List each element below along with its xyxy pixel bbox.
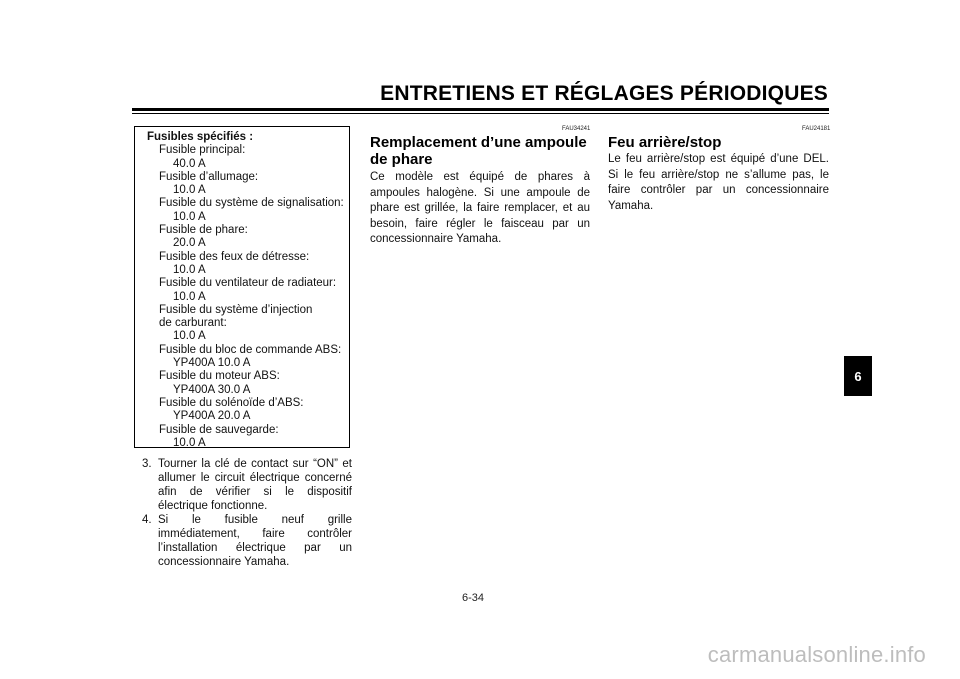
taillight-section-body: Le feu arrière/stop est équipé d’une DEL. Si le feu arrière/stop ne s’allume pas, le faire contrôler par un concessionnaire Yamaha. [608, 153, 829, 212]
headlight-title-line-2: de phare [370, 151, 433, 168]
step-number: 3. [142, 458, 152, 470]
page-header-title: ENTRETIENS ET RÉGLAGES PÉRIODIQUES [380, 82, 828, 105]
step-number: 4. [142, 514, 152, 526]
fuse-spec-heading: Fusibles spécifiés : [147, 131, 254, 143]
fuse-item [147, 277, 349, 304]
fuse-name: Fusible du système d’injection de carburant: [159, 303, 313, 330]
fuse-name: Fusible principal: [159, 144, 246, 157]
fuse-value: 40.0 A [173, 157, 206, 170]
fuse-item [147, 144, 349, 171]
fuse-name: Fusible du moteur ABS: [159, 370, 280, 383]
page-number: 6-34 [462, 592, 485, 604]
fuse-name: Fusible des feux de détresse: [159, 250, 310, 263]
fuse-name: Fusible d’allumage: [159, 170, 259, 183]
fuse-name: Fusible de sauvegarde: [159, 423, 279, 436]
fuse-value: 10.0 A [173, 184, 206, 197]
taillight-section-title: Feu arrière/stop [608, 134, 722, 151]
fuse-value: 10.0 A [173, 210, 206, 223]
section-code-headlight: FAU34241 [562, 126, 591, 132]
fuse-item [147, 344, 349, 371]
fuse-value: YP400A 10.0 A [173, 357, 251, 370]
chapter-tab: 6 [844, 356, 872, 396]
fuse-item [147, 251, 349, 278]
watermark: carmanualsonline.info [707, 642, 926, 667]
procedure-steps [142, 457, 352, 569]
fuse-name: Fusible du ventilateur de radiateur: [159, 277, 337, 290]
fuse-item [147, 370, 349, 397]
headlight-title-line-1: Remplacement d’une ampoule [370, 134, 587, 151]
fuse-item [147, 224, 349, 251]
step-item [142, 513, 352, 569]
headlight-section-body: Ce modèle est équipé de phares à ampoules halogène. Si une ampoule de phare est grillée, la faire remplacer, et au besoin, faire régler le faisceau par un concessionnaire Yamaha. [370, 171, 590, 245]
header-rule-thin [132, 113, 829, 114]
step-text: Tourner la clé de contact sur “ON” et allumer le circuit électrique concerné afin de vérifier si le dispositif électrique fonctionne. [158, 458, 352, 512]
step-text: Si le fusible neuf grille immédiatement, faire contrôler l’installation électrique par un concessionnaire Yamaha. [158, 514, 352, 568]
fuse-value: 10.0 A [173, 330, 206, 343]
fuse-name: Fusible du système de signalisation: [159, 197, 344, 210]
headlight-section-title [370, 134, 590, 168]
fuse-value: 10.0 A [173, 263, 206, 276]
fuse-spec-box [134, 126, 350, 448]
fuse-item [147, 424, 349, 451]
fuse-item [147, 197, 349, 224]
header-rule-thick [132, 108, 829, 111]
fuse-value: 10.0 A [173, 290, 206, 303]
fuse-value: 20.0 A [173, 237, 206, 250]
fuse-value: YP400A 30.0 A [173, 383, 251, 396]
fuse-value: YP400A 20.0 A [173, 410, 251, 423]
fuse-item [147, 397, 349, 424]
fuse-item [147, 171, 349, 198]
fuse-name: Fusible du bloc de commande ABS: [159, 343, 342, 356]
section-code-taillight: FAU24181 [802, 126, 831, 132]
step-item [142, 457, 352, 513]
fuse-value: 10.0 A [173, 436, 206, 449]
fuse-item [147, 304, 349, 344]
fuse-name: Fusible de phare: [159, 224, 248, 237]
fuse-name: Fusible du solénoïde d’ABS: [159, 396, 304, 409]
